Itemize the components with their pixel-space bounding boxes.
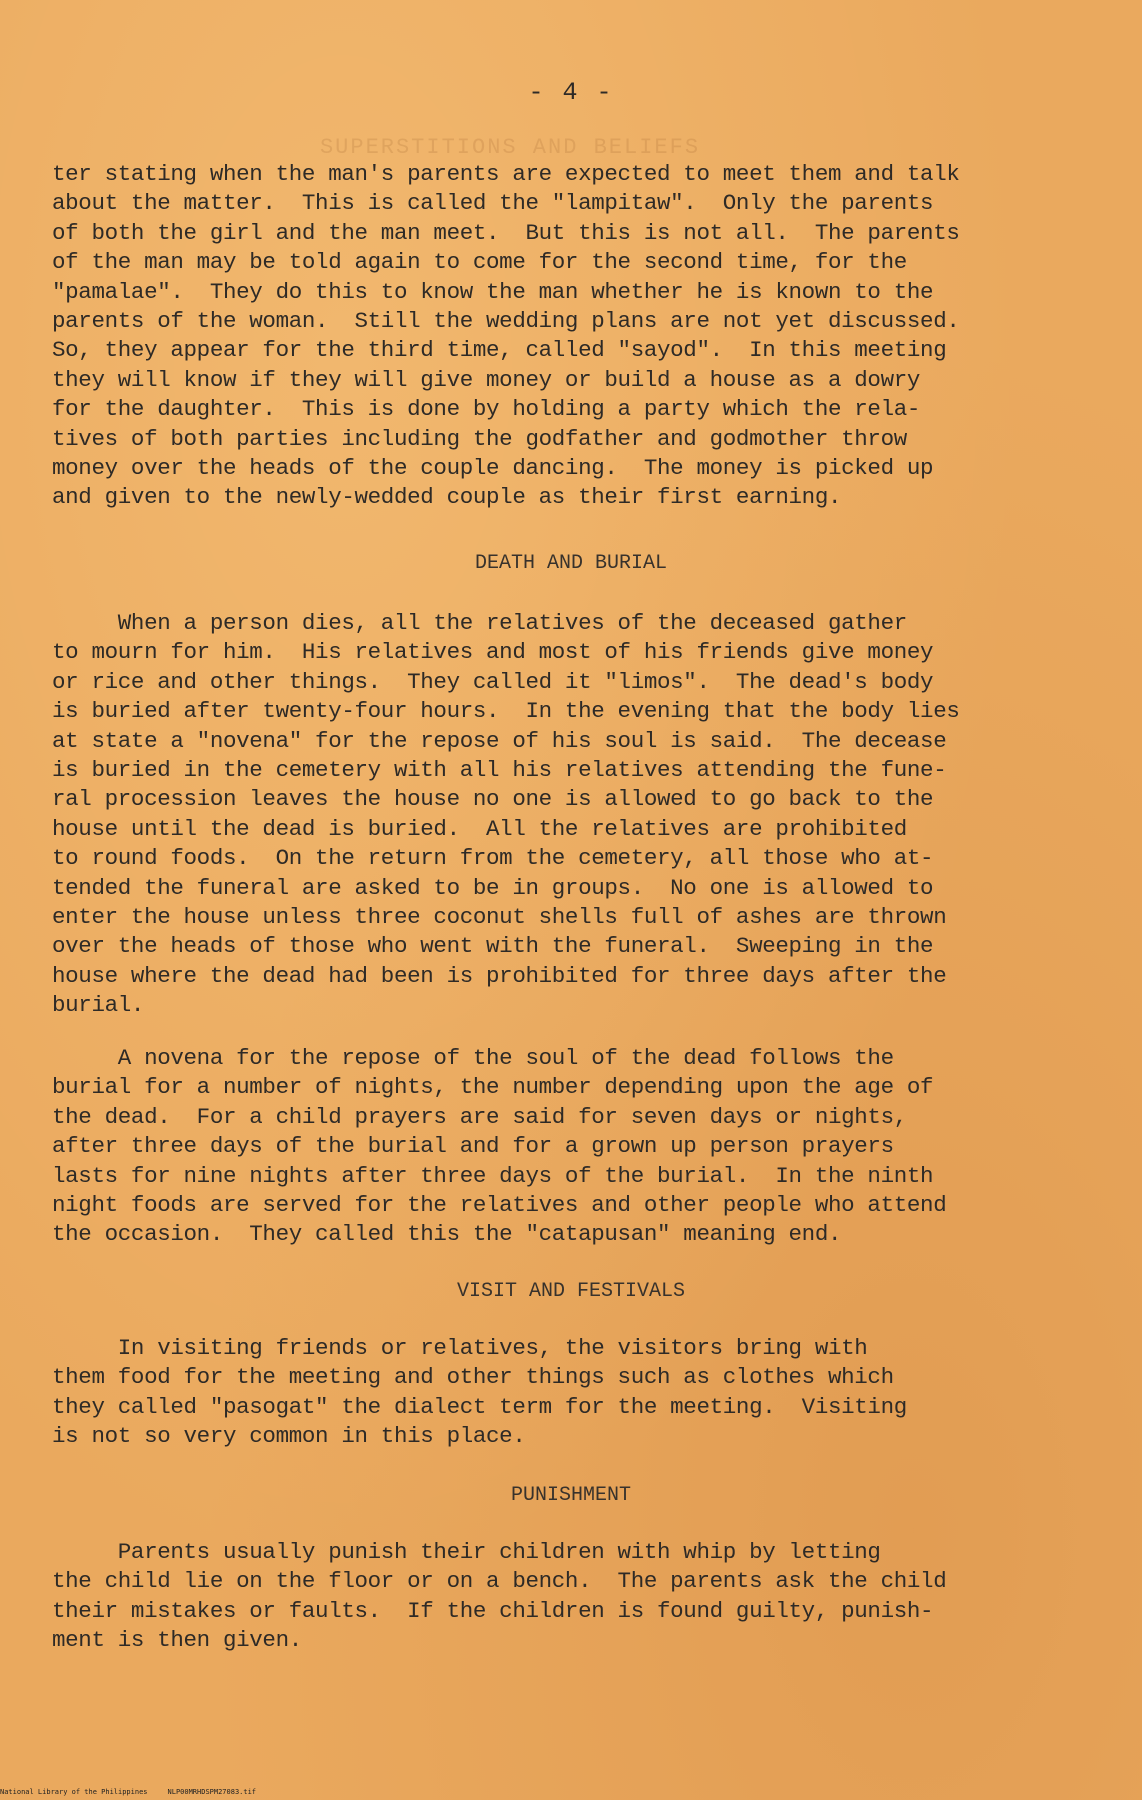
bleed-through-heading: SUPERSTITIONS AND BELIEFS — [319, 135, 701, 160]
paragraph-punishment: Parents usually punish their children with whip by letting the child lie on the floor or on a bench. The parents ask the child their mistakes or faults. If the children is found guilty, punish- ment is then given. — [52, 1539, 947, 1654]
heading-death-and-burial: DEATH AND BURIAL — [474, 552, 668, 575]
paragraph-visiting: In visiting friends or relatives, the visitors bring with them food for the meeting and other things such as clothes which they called "pasogat" the dialect term for the meeting. Visiting is not so very common in this place. — [52, 1335, 907, 1450]
paragraph-death-and-burial: When a person dies, all the relatives of the deceased gather to mourn for him. His relatives and most of his friends give money or rice and other things. They called it "limos". The dead's body is buried after twenty-four hours. In the evening that the body lies at state a "novena" for the repose of his soul is said. The decease is buried in the cemetery with all his relatives attending the fune- ral procession leaves the house no one is allowed to go back to the house until the dead is buried. All the relatives are prohibited to round foods. On the return from the cemetery, all those who at- tended the funeral are asked to be in groups. No one is allowed to enter the house unless three coconut shells full of ashes are thrown over the heads of those who went with the funeral. Sweeping in the house where the dead had been is prohibited for three days after the burial. — [52, 610, 960, 1019]
footer-library: National Library of the Philippines — [0, 1788, 148, 1796]
footer-file-id: NLP00MRHDSPM27083.tif — [167, 1788, 257, 1796]
paragraph-novena: A novena for the repose of the soul of the dead follows the burial for a number of nights, the number depending upon the age of the dead. For a child prayers are said for seven days or nights, after three days of the burial and for a grown up person prayers lasts for nine nights after three days of the burial. In the ninth night foods are served for the relatives and other people who attend the occasion. They called this the "catapusan" meaning end. — [52, 1045, 947, 1248]
scan-footer — [0, 1788, 276, 1796]
paragraph-courtship: ter stating when the man's parents are expected to meet them and talk about the matter. This is called the "lampitaw". Only the parents of both the girl and the man meet. But this is not all. The parents of the man may be told again to come for the second time, for the "pamalae". They do this to know the man whether he is known to the parents of the woman. Still the wedding plans are not yet discussed. So, they appear for the third time, called "sayod". In this meeting they will know if they will give money or build a house as a dowry for the daughter. This is done by holding a party which the rela- tives of both parties including the godfather and godmother throw money over the heads of the couple dancing. The money is picked up and given to the newly-wedded couple as their first earning. — [52, 161, 960, 511]
heading-visit-and-festivals: VISIT AND FESTIVALS — [456, 1280, 686, 1303]
page-number: - 4 - — [528, 78, 614, 107]
heading-punishment: PUNISHMENT — [510, 1484, 632, 1507]
